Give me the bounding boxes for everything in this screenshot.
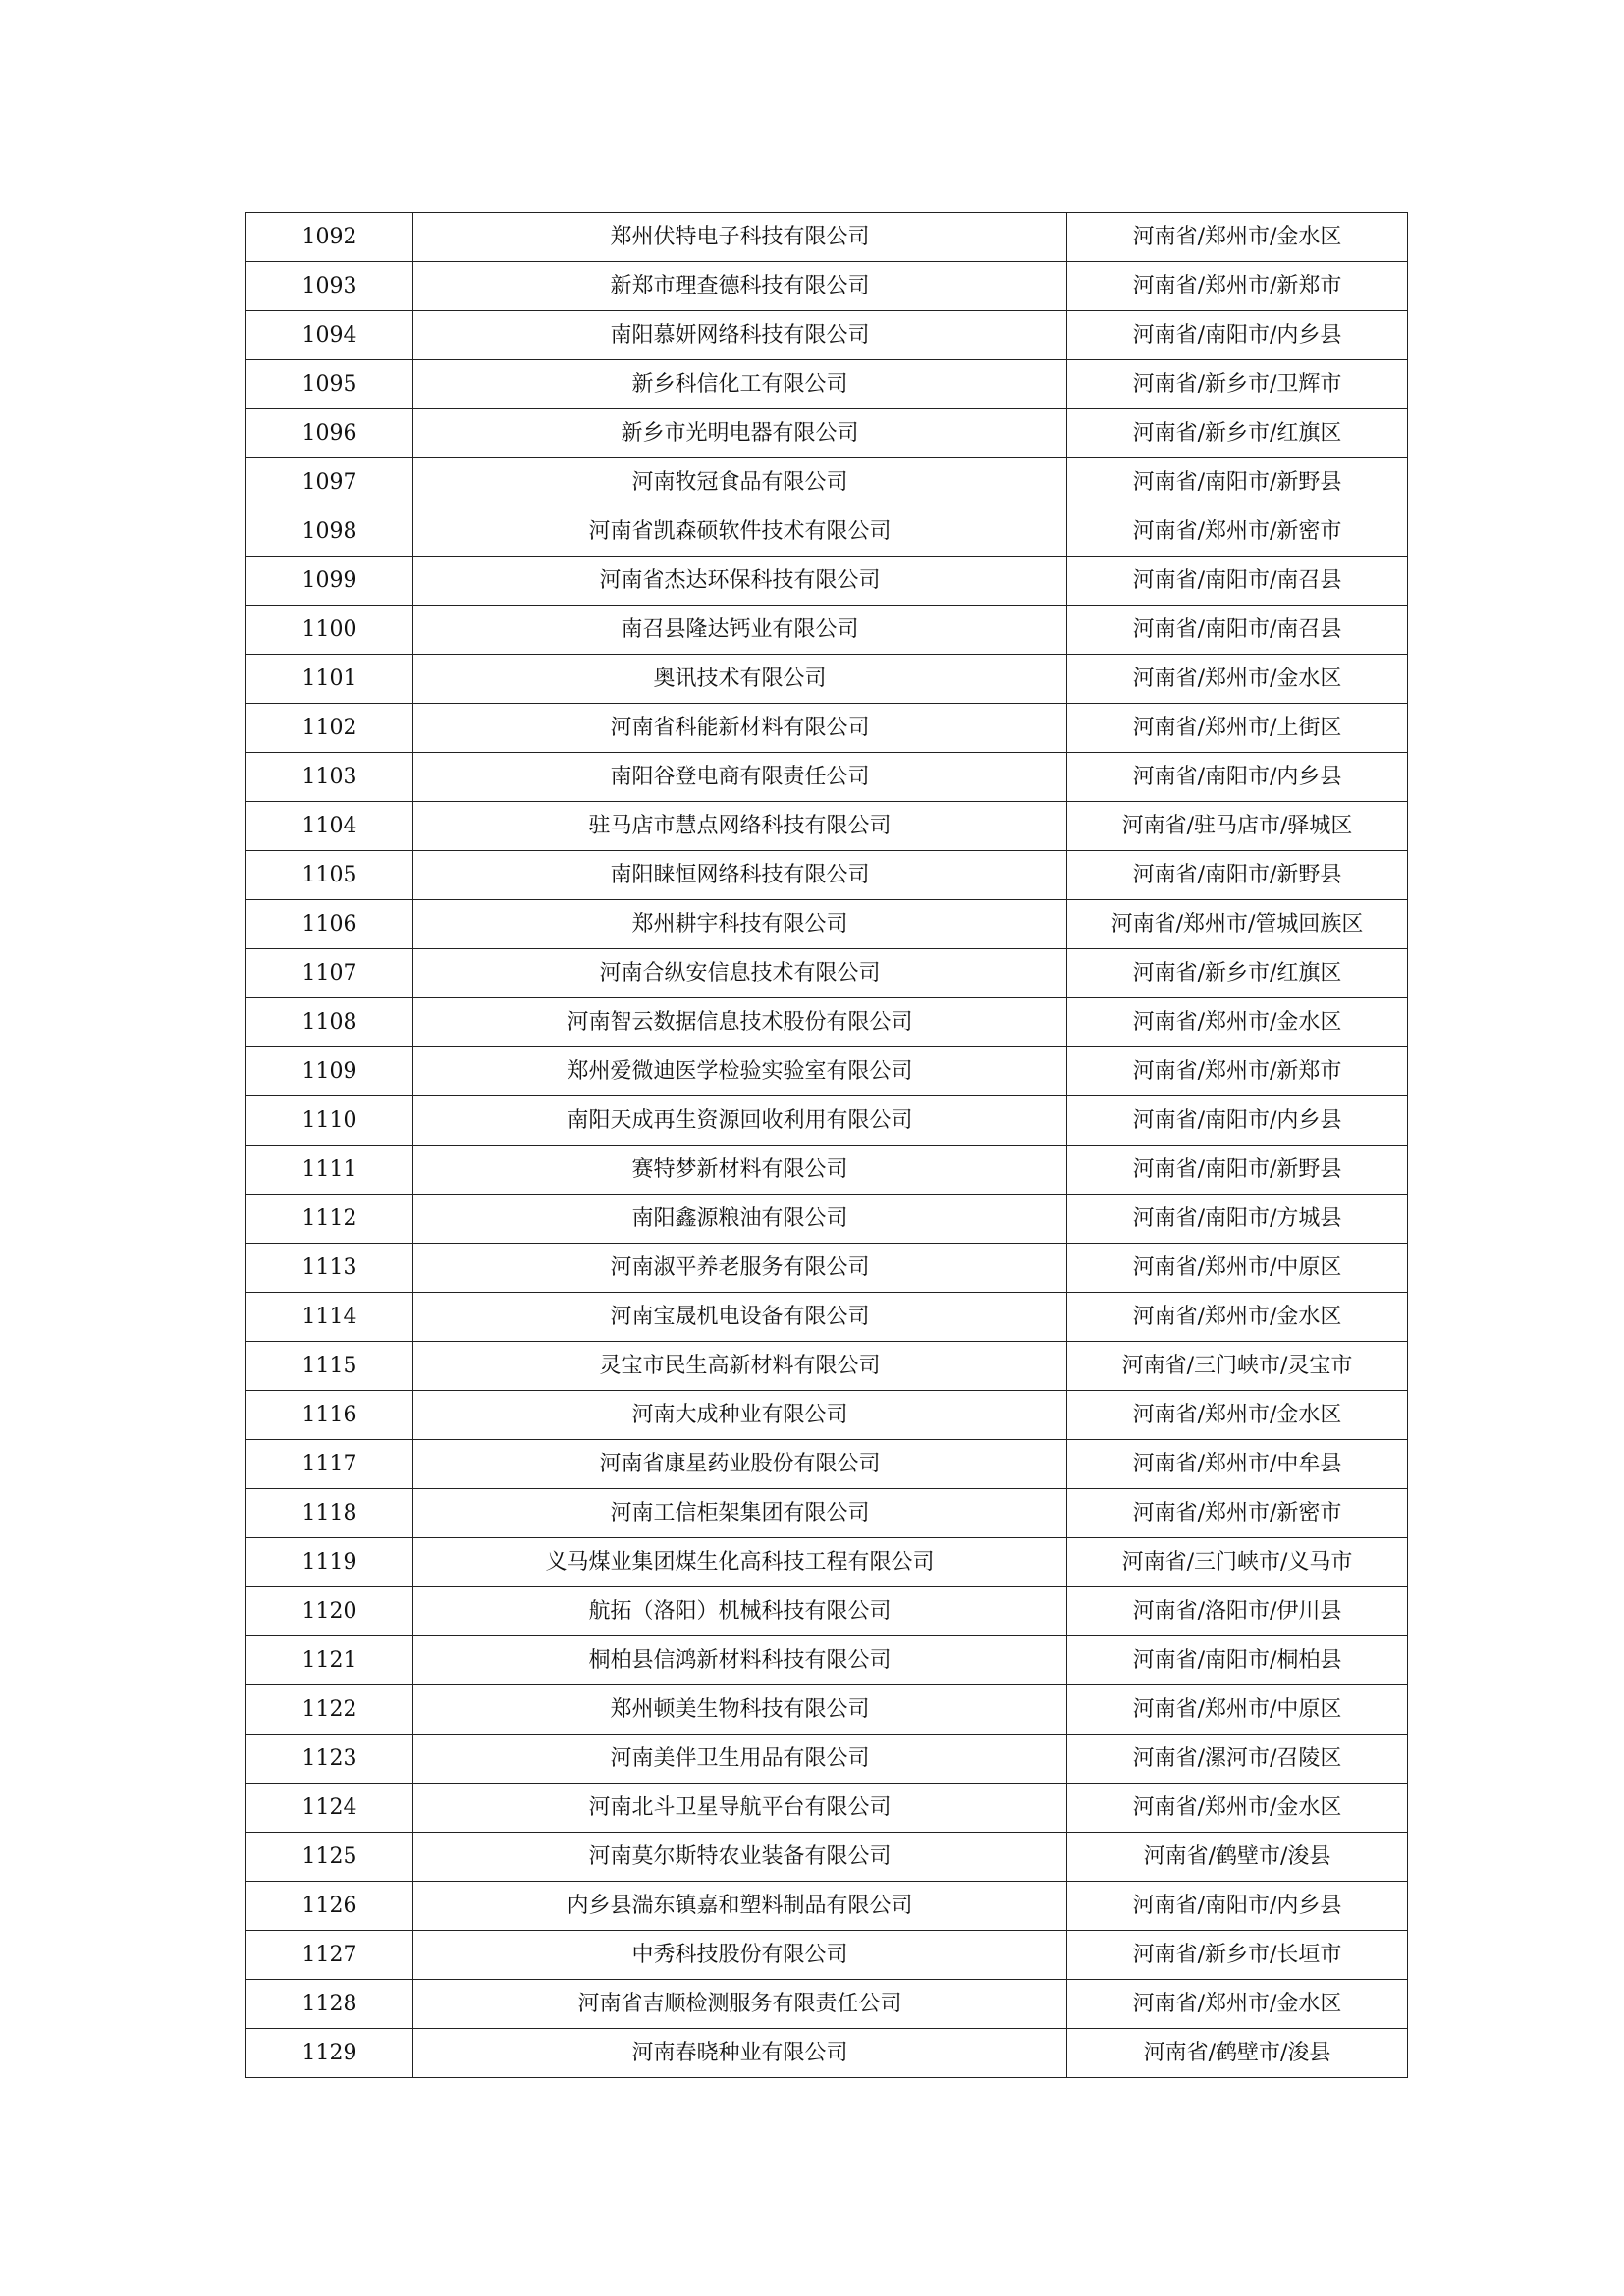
company-name-cell: 河南合纵安信息技术有限公司: [413, 949, 1067, 998]
table-row: [246, 1636, 1408, 1685]
region-cell: 河南省/郑州市/上街区: [1067, 704, 1408, 753]
table-row: [246, 998, 1408, 1047]
serial-number-cell: 1127: [246, 1931, 413, 1980]
serial-number-cell: 1129: [246, 2029, 413, 2078]
serial-number-cell: 1124: [246, 1784, 413, 1833]
serial-number-cell: 1120: [246, 1587, 413, 1636]
company-name-cell: 南召县隆达钙业有限公司: [413, 606, 1067, 655]
company-name-cell: 中秀科技股份有限公司: [413, 1931, 1067, 1980]
table-row: [246, 900, 1408, 949]
serial-number-cell: 1115: [246, 1342, 413, 1391]
region-cell: 河南省/南阳市/新野县: [1067, 1146, 1408, 1195]
table-row: [246, 311, 1408, 360]
serial-number-cell: 1105: [246, 851, 413, 900]
table-row: [246, 262, 1408, 311]
serial-number-cell: 1098: [246, 507, 413, 557]
table-row: [246, 1833, 1408, 1882]
table-row: [246, 1980, 1408, 2029]
serial-number-cell: 1117: [246, 1440, 413, 1489]
company-name-cell: 航拓（洛阳）机械科技有限公司: [413, 1587, 1067, 1636]
table-row: [246, 1195, 1408, 1244]
serial-number-cell: 1102: [246, 704, 413, 753]
table-row: [246, 1489, 1408, 1538]
region-cell: 河南省/新乡市/卫辉市: [1067, 360, 1408, 409]
company-name-cell: 河南春晓种业有限公司: [413, 2029, 1067, 2078]
region-cell: 河南省/郑州市/新密市: [1067, 1489, 1408, 1538]
region-cell: 河南省/郑州市/金水区: [1067, 1980, 1408, 2029]
serial-number-cell: 1116: [246, 1391, 413, 1440]
company-registry-table: [245, 212, 1408, 2078]
region-cell: 河南省/南阳市/新野县: [1067, 851, 1408, 900]
table-row: [246, 409, 1408, 458]
company-name-cell: 内乡县湍东镇嘉和塑料制品有限公司: [413, 1882, 1067, 1931]
region-cell: 河南省/郑州市/新郑市: [1067, 262, 1408, 311]
region-cell: 河南省/洛阳市/伊川县: [1067, 1587, 1408, 1636]
serial-number-cell: 1125: [246, 1833, 413, 1882]
table-row: [246, 1882, 1408, 1931]
region-cell: 河南省/驻马店市/驿城区: [1067, 802, 1408, 851]
company-name-cell: 河南美伴卫生用品有限公司: [413, 1735, 1067, 1784]
company-name-cell: 郑州耕宇科技有限公司: [413, 900, 1067, 949]
company-name-cell: 南阳慕妍网络科技有限公司: [413, 311, 1067, 360]
serial-number-cell: 1103: [246, 753, 413, 802]
company-name-cell: 河南宝晟机电设备有限公司: [413, 1293, 1067, 1342]
table-row: [246, 1931, 1408, 1980]
serial-number-cell: 1101: [246, 655, 413, 704]
serial-number-cell: 1122: [246, 1685, 413, 1735]
company-name-cell: 郑州爱微迪医学检验实验室有限公司: [413, 1047, 1067, 1096]
serial-number-cell: 1113: [246, 1244, 413, 1293]
company-name-cell: 奥讯技术有限公司: [413, 655, 1067, 704]
region-cell: 河南省/郑州市/金水区: [1067, 1293, 1408, 1342]
serial-number-cell: 1104: [246, 802, 413, 851]
company-name-cell: 河南省康星药业股份有限公司: [413, 1440, 1067, 1489]
serial-number-cell: 1093: [246, 262, 413, 311]
region-cell: 河南省/南阳市/新野县: [1067, 458, 1408, 507]
serial-number-cell: 1095: [246, 360, 413, 409]
serial-number-cell: 1121: [246, 1636, 413, 1685]
table-row: [246, 1440, 1408, 1489]
company-name-cell: 河南智云数据信息技术股份有限公司: [413, 998, 1067, 1047]
region-cell: 河南省/郑州市/金水区: [1067, 1391, 1408, 1440]
serial-number-cell: 1128: [246, 1980, 413, 2029]
table-row: [246, 851, 1408, 900]
region-cell: 河南省/南阳市/南召县: [1067, 557, 1408, 606]
table-row: [246, 1784, 1408, 1833]
company-name-cell: 河南省杰达环保科技有限公司: [413, 557, 1067, 606]
region-cell: 河南省/南阳市/内乡县: [1067, 753, 1408, 802]
serial-number-cell: 1092: [246, 213, 413, 262]
serial-number-cell: 1099: [246, 557, 413, 606]
region-cell: 河南省/南阳市/内乡县: [1067, 1882, 1408, 1931]
region-cell: 河南省/郑州市/金水区: [1067, 655, 1408, 704]
region-cell: 河南省/新乡市/长垣市: [1067, 1931, 1408, 1980]
table-row: [246, 1587, 1408, 1636]
serial-number-cell: 1094: [246, 311, 413, 360]
table-row: [246, 1342, 1408, 1391]
table-row: [246, 1391, 1408, 1440]
company-name-cell: 灵宝市民生高新材料有限公司: [413, 1342, 1067, 1391]
region-cell: 河南省/郑州市/中原区: [1067, 1685, 1408, 1735]
serial-number-cell: 1111: [246, 1146, 413, 1195]
region-cell: 河南省/三门峡市/义马市: [1067, 1538, 1408, 1587]
company-name-cell: 河南淑平养老服务有限公司: [413, 1244, 1067, 1293]
region-cell: 河南省/郑州市/管城回族区: [1067, 900, 1408, 949]
serial-number-cell: 1119: [246, 1538, 413, 1587]
serial-number-cell: 1097: [246, 458, 413, 507]
table-row: [246, 1096, 1408, 1146]
serial-number-cell: 1096: [246, 409, 413, 458]
company-name-cell: 南阳睐恒网络科技有限公司: [413, 851, 1067, 900]
table-row: [246, 949, 1408, 998]
serial-number-cell: 1100: [246, 606, 413, 655]
company-name-cell: 河南省科能新材料有限公司: [413, 704, 1067, 753]
company-name-cell: 南阳鑫源粮油有限公司: [413, 1195, 1067, 1244]
company-name-cell: 桐柏县信鸿新材料科技有限公司: [413, 1636, 1067, 1685]
company-name-cell: 赛特梦新材料有限公司: [413, 1146, 1067, 1195]
table-row: [246, 753, 1408, 802]
table-row: [246, 1244, 1408, 1293]
region-cell: 河南省/郑州市/新密市: [1067, 507, 1408, 557]
serial-number-cell: 1106: [246, 900, 413, 949]
region-cell: 河南省/鹤壁市/浚县: [1067, 1833, 1408, 1882]
company-name-cell: 河南北斗卫星导航平台有限公司: [413, 1784, 1067, 1833]
region-cell: 河南省/郑州市/中原区: [1067, 1244, 1408, 1293]
region-cell: 河南省/郑州市/金水区: [1067, 998, 1408, 1047]
region-cell: 河南省/郑州市/中牟县: [1067, 1440, 1408, 1489]
company-name-cell: 新乡科信化工有限公司: [413, 360, 1067, 409]
serial-number-cell: 1109: [246, 1047, 413, 1096]
serial-number-cell: 1114: [246, 1293, 413, 1342]
table-row: [246, 606, 1408, 655]
table-row: [246, 1146, 1408, 1195]
region-cell: 河南省/三门峡市/灵宝市: [1067, 1342, 1408, 1391]
table-row: [246, 1685, 1408, 1735]
table-row: [246, 1047, 1408, 1096]
company-name-cell: 郑州伏特电子科技有限公司: [413, 213, 1067, 262]
region-cell: 河南省/南阳市/南召县: [1067, 606, 1408, 655]
company-name-cell: 河南省凯森硕软件技术有限公司: [413, 507, 1067, 557]
region-cell: 河南省/南阳市/内乡县: [1067, 1096, 1408, 1146]
table-row: [246, 213, 1408, 262]
table-row: [246, 802, 1408, 851]
serial-number-cell: 1110: [246, 1096, 413, 1146]
table-row: [246, 2029, 1408, 2078]
table-row: [246, 458, 1408, 507]
region-cell: 河南省/新乡市/红旗区: [1067, 949, 1408, 998]
serial-number-cell: 1123: [246, 1735, 413, 1784]
table-row: [246, 704, 1408, 753]
company-name-cell: 河南牧冠食品有限公司: [413, 458, 1067, 507]
table-row: [246, 1538, 1408, 1587]
table-row: [246, 507, 1408, 557]
serial-number-cell: 1108: [246, 998, 413, 1047]
company-name-cell: 南阳谷登电商有限责任公司: [413, 753, 1067, 802]
region-cell: 河南省/漯河市/召陵区: [1067, 1735, 1408, 1784]
region-cell: 河南省/南阳市/桐柏县: [1067, 1636, 1408, 1685]
serial-number-cell: 1118: [246, 1489, 413, 1538]
table-row: [246, 557, 1408, 606]
company-name-cell: 河南莫尔斯特农业装备有限公司: [413, 1833, 1067, 1882]
region-cell: 河南省/南阳市/方城县: [1067, 1195, 1408, 1244]
region-cell: 河南省/郑州市/金水区: [1067, 1784, 1408, 1833]
company-name-cell: 驻马店市慧点网络科技有限公司: [413, 802, 1067, 851]
company-name-cell: 新乡市光明电器有限公司: [413, 409, 1067, 458]
company-name-cell: 郑州顿美生物科技有限公司: [413, 1685, 1067, 1735]
table-row: [246, 655, 1408, 704]
table-row: [246, 1293, 1408, 1342]
serial-number-cell: 1112: [246, 1195, 413, 1244]
company-name-cell: 义马煤业集团煤生化高科技工程有限公司: [413, 1538, 1067, 1587]
region-cell: 河南省/南阳市/内乡县: [1067, 311, 1408, 360]
company-name-cell: 河南工信柜架集团有限公司: [413, 1489, 1067, 1538]
serial-number-cell: 1126: [246, 1882, 413, 1931]
table-row: [246, 360, 1408, 409]
serial-number-cell: 1107: [246, 949, 413, 998]
company-name-cell: 南阳天成再生资源回收利用有限公司: [413, 1096, 1067, 1146]
region-cell: 河南省/郑州市/金水区: [1067, 213, 1408, 262]
company-name-cell: 河南大成种业有限公司: [413, 1391, 1067, 1440]
region-cell: 河南省/鹤壁市/浚县: [1067, 2029, 1408, 2078]
region-cell: 河南省/郑州市/新郑市: [1067, 1047, 1408, 1096]
company-name-cell: 新郑市理查德科技有限公司: [413, 262, 1067, 311]
table-row: [246, 1735, 1408, 1784]
company-name-cell: 河南省吉顺检测服务有限责任公司: [413, 1980, 1067, 2029]
table-body: [246, 213, 1408, 2078]
region-cell: 河南省/新乡市/红旗区: [1067, 409, 1408, 458]
